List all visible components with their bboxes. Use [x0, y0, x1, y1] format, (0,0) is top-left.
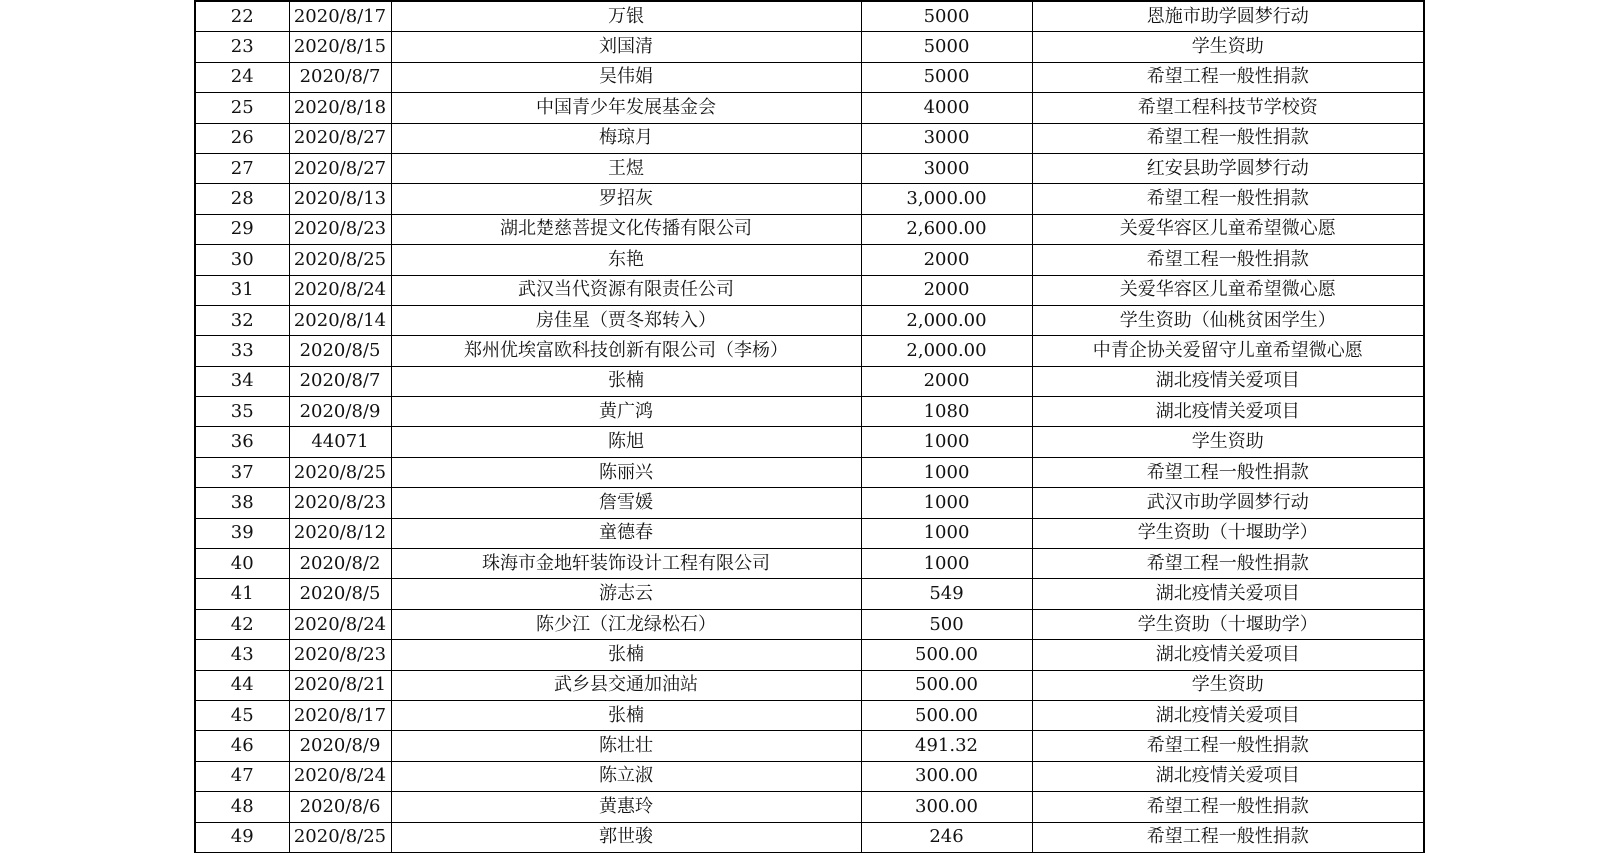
date-cell: 2020/8/9 — [289, 397, 391, 427]
row-index-cell: 49 — [195, 822, 289, 852]
table-row — [195, 457, 1424, 487]
row-index-cell: 26 — [195, 123, 289, 153]
donor-name-cell: 武汉当代资源有限责任公司 — [391, 275, 861, 305]
project-cell: 关爱华容区儿童希望微心愿 — [1032, 275, 1424, 305]
row-index-cell: 24 — [195, 62, 289, 92]
date-cell: 2020/8/15 — [289, 32, 391, 62]
donor-name-cell: 罗招灰 — [391, 184, 861, 214]
date-cell: 2020/8/21 — [289, 670, 391, 700]
table-row — [195, 549, 1424, 579]
project-cell: 湖北疫情关爱项目 — [1032, 640, 1424, 670]
project-cell: 希望工程一般性捐款 — [1032, 822, 1424, 852]
table-row — [195, 245, 1424, 275]
row-index-cell: 32 — [195, 305, 289, 335]
row-index-cell: 30 — [195, 245, 289, 275]
date-cell: 2020/8/13 — [289, 184, 391, 214]
donor-name-cell: 郭世骏 — [391, 822, 861, 852]
amount-cell: 2,600.00 — [861, 214, 1032, 244]
row-index-cell: 29 — [195, 214, 289, 244]
project-cell: 湖北疫情关爱项目 — [1032, 700, 1424, 730]
donor-name-cell: 刘国清 — [391, 32, 861, 62]
amount-cell: 1000 — [861, 488, 1032, 518]
table-row — [195, 184, 1424, 214]
donor-name-cell: 中国青少年发展基金会 — [391, 93, 861, 123]
amount-cell: 2000 — [861, 366, 1032, 396]
donor-name-cell: 东艳 — [391, 245, 861, 275]
project-cell: 中青企协关爱留守儿童希望微心愿 — [1032, 336, 1424, 366]
table-row — [195, 123, 1424, 153]
project-cell: 学生资助 — [1032, 670, 1424, 700]
donation-table-sheet — [194, 0, 1423, 853]
table-row — [195, 275, 1424, 305]
amount-cell: 2,000.00 — [861, 336, 1032, 366]
amount-cell: 300.00 — [861, 792, 1032, 822]
amount-cell: 5000 — [861, 1, 1032, 32]
table-row — [195, 761, 1424, 791]
date-cell: 2020/8/2 — [289, 549, 391, 579]
amount-cell: 246 — [861, 822, 1032, 852]
amount-cell: 1000 — [861, 518, 1032, 548]
amount-cell: 549 — [861, 579, 1032, 609]
row-index-cell: 28 — [195, 184, 289, 214]
date-cell: 2020/8/23 — [289, 640, 391, 670]
row-index-cell: 23 — [195, 32, 289, 62]
project-cell: 红安县助学圆梦行动 — [1032, 153, 1424, 183]
date-cell: 2020/8/25 — [289, 457, 391, 487]
date-cell: 2020/8/12 — [289, 518, 391, 548]
row-index-cell: 35 — [195, 397, 289, 427]
donor-name-cell: 张楠 — [391, 640, 861, 670]
project-cell: 关爱华容区儿童希望微心愿 — [1032, 214, 1424, 244]
amount-cell: 3000 — [861, 123, 1032, 153]
row-index-cell: 44 — [195, 670, 289, 700]
amount-cell: 1080 — [861, 397, 1032, 427]
project-cell: 希望工程一般性捐款 — [1032, 184, 1424, 214]
row-index-cell: 33 — [195, 336, 289, 366]
donor-name-cell: 武乡县交通加油站 — [391, 670, 861, 700]
table-row — [195, 700, 1424, 730]
donor-name-cell: 湖北楚慈菩提文化传播有限公司 — [391, 214, 861, 244]
donation-table — [194, 0, 1425, 853]
date-cell: 2020/8/24 — [289, 609, 391, 639]
row-index-cell: 25 — [195, 93, 289, 123]
donor-name-cell: 张楠 — [391, 366, 861, 396]
donation-table-body — [195, 1, 1424, 852]
row-index-cell: 40 — [195, 549, 289, 579]
amount-cell: 3,000.00 — [861, 184, 1032, 214]
row-index-cell: 42 — [195, 609, 289, 639]
table-row — [195, 93, 1424, 123]
row-index-cell: 27 — [195, 153, 289, 183]
donor-name-cell: 黄惠玲 — [391, 792, 861, 822]
date-cell: 2020/8/25 — [289, 822, 391, 852]
donor-name-cell: 陈旭 — [391, 427, 861, 457]
amount-cell: 3000 — [861, 153, 1032, 183]
amount-cell: 300.00 — [861, 761, 1032, 791]
date-cell: 2020/8/7 — [289, 62, 391, 92]
table-row — [195, 518, 1424, 548]
date-cell: 2020/8/6 — [289, 792, 391, 822]
donor-name-cell: 游志云 — [391, 579, 861, 609]
table-row — [195, 62, 1424, 92]
date-cell: 2020/8/17 — [289, 700, 391, 730]
donor-name-cell: 吴伟娟 — [391, 62, 861, 92]
date-cell: 2020/8/24 — [289, 761, 391, 791]
table-row — [195, 214, 1424, 244]
project-cell: 学生资助（十堰助学） — [1032, 518, 1424, 548]
amount-cell: 500.00 — [861, 700, 1032, 730]
row-index-cell: 47 — [195, 761, 289, 791]
date-cell: 2020/8/5 — [289, 579, 391, 609]
amount-cell: 4000 — [861, 93, 1032, 123]
project-cell: 湖北疫情关爱项目 — [1032, 761, 1424, 791]
table-row — [195, 336, 1424, 366]
donor-name-cell: 詹雪媛 — [391, 488, 861, 518]
project-cell: 湖北疫情关爱项目 — [1032, 579, 1424, 609]
donor-name-cell: 梅琼月 — [391, 123, 861, 153]
date-cell: 2020/8/18 — [289, 93, 391, 123]
amount-cell: 500.00 — [861, 640, 1032, 670]
amount-cell: 2000 — [861, 245, 1032, 275]
project-cell: 希望工程一般性捐款 — [1032, 792, 1424, 822]
date-cell: 44071 — [289, 427, 391, 457]
project-cell: 希望工程一般性捐款 — [1032, 123, 1424, 153]
date-cell: 2020/8/5 — [289, 336, 391, 366]
donor-name-cell: 陈丽兴 — [391, 457, 861, 487]
project-cell: 希望工程科技节学校资 — [1032, 93, 1424, 123]
table-row — [195, 305, 1424, 335]
amount-cell: 5000 — [861, 32, 1032, 62]
table-row — [195, 822, 1424, 852]
amount-cell: 491.32 — [861, 731, 1032, 761]
table-row — [195, 792, 1424, 822]
amount-cell: 1000 — [861, 549, 1032, 579]
project-cell: 湖北疫情关爱项目 — [1032, 397, 1424, 427]
project-cell: 希望工程一般性捐款 — [1032, 245, 1424, 275]
project-cell: 武汉市助学圆梦行动 — [1032, 488, 1424, 518]
project-cell: 学生资助（仙桃贫困学生） — [1032, 305, 1424, 335]
table-row — [195, 32, 1424, 62]
amount-cell: 2000 — [861, 275, 1032, 305]
project-cell: 希望工程一般性捐款 — [1032, 549, 1424, 579]
date-cell: 2020/8/9 — [289, 731, 391, 761]
date-cell: 2020/8/25 — [289, 245, 391, 275]
table-row — [195, 366, 1424, 396]
date-cell: 2020/8/23 — [289, 488, 391, 518]
amount-cell: 1000 — [861, 457, 1032, 487]
donor-name-cell: 房佳星（贾冬郑转入） — [391, 305, 861, 335]
donor-name-cell: 童德春 — [391, 518, 861, 548]
row-index-cell: 48 — [195, 792, 289, 822]
amount-cell: 5000 — [861, 62, 1032, 92]
date-cell: 2020/8/27 — [289, 153, 391, 183]
donor-name-cell: 万银 — [391, 1, 861, 32]
amount-cell: 500.00 — [861, 670, 1032, 700]
table-row — [195, 640, 1424, 670]
date-cell: 2020/8/17 — [289, 1, 391, 32]
row-index-cell: 41 — [195, 579, 289, 609]
row-index-cell: 45 — [195, 700, 289, 730]
row-index-cell: 46 — [195, 731, 289, 761]
row-index-cell: 22 — [195, 1, 289, 32]
amount-cell: 1000 — [861, 427, 1032, 457]
table-row — [195, 609, 1424, 639]
project-cell: 恩施市助学圆梦行动 — [1032, 1, 1424, 32]
table-row — [195, 1, 1424, 32]
row-index-cell: 37 — [195, 457, 289, 487]
amount-cell: 2,000.00 — [861, 305, 1032, 335]
table-row — [195, 670, 1424, 700]
date-cell: 2020/8/14 — [289, 305, 391, 335]
table-row — [195, 427, 1424, 457]
amount-cell: 500 — [861, 609, 1032, 639]
donor-name-cell: 陈立淑 — [391, 761, 861, 791]
row-index-cell: 34 — [195, 366, 289, 396]
table-row — [195, 731, 1424, 761]
donor-name-cell: 珠海市金地轩装饰设计工程有限公司 — [391, 549, 861, 579]
project-cell: 希望工程一般性捐款 — [1032, 731, 1424, 761]
donor-name-cell: 王煜 — [391, 153, 861, 183]
donor-name-cell: 陈壮壮 — [391, 731, 861, 761]
row-index-cell: 31 — [195, 275, 289, 305]
table-row — [195, 579, 1424, 609]
date-cell: 2020/8/27 — [289, 123, 391, 153]
donor-name-cell: 陈少江（江龙绿松石） — [391, 609, 861, 639]
project-cell: 湖北疫情关爱项目 — [1032, 366, 1424, 396]
row-index-cell: 38 — [195, 488, 289, 518]
date-cell: 2020/8/7 — [289, 366, 391, 396]
donor-name-cell: 黄广鸿 — [391, 397, 861, 427]
table-row — [195, 153, 1424, 183]
project-cell: 希望工程一般性捐款 — [1032, 62, 1424, 92]
row-index-cell: 36 — [195, 427, 289, 457]
date-cell: 2020/8/24 — [289, 275, 391, 305]
donor-name-cell: 张楠 — [391, 700, 861, 730]
date-cell: 2020/8/23 — [289, 214, 391, 244]
project-cell: 学生资助（十堰助学） — [1032, 609, 1424, 639]
table-row — [195, 488, 1424, 518]
donor-name-cell: 郑州优埃富欧科技创新有限公司（李杨） — [391, 336, 861, 366]
row-index-cell: 39 — [195, 518, 289, 548]
row-index-cell: 43 — [195, 640, 289, 670]
project-cell: 希望工程一般性捐款 — [1032, 457, 1424, 487]
project-cell: 学生资助 — [1032, 32, 1424, 62]
project-cell: 学生资助 — [1032, 427, 1424, 457]
table-row — [195, 397, 1424, 427]
